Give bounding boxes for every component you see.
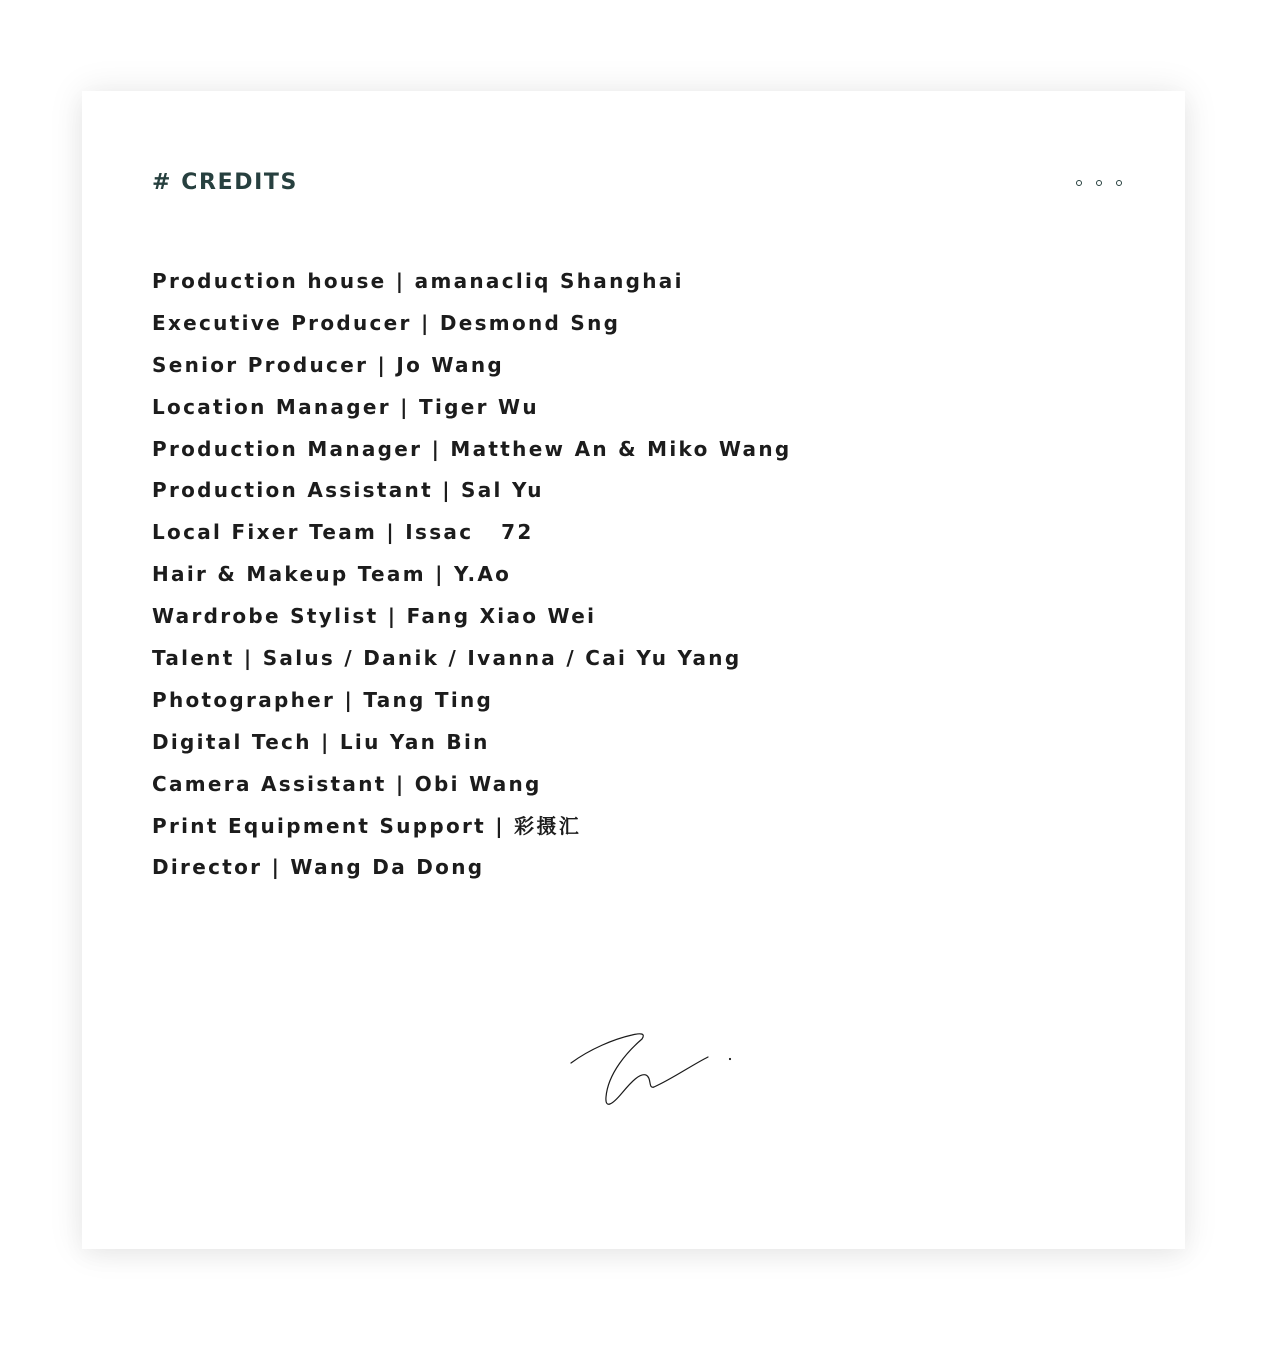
more-dot-icon	[1096, 180, 1102, 186]
signature-mark	[568, 1031, 738, 1111]
credit-line: Senior Producer | Jo Wang	[152, 352, 505, 377]
credit-line: Wardrobe Stylist | Fang Xiao Wei	[152, 604, 597, 629]
credit-line: Hair & Makeup Team | Y.Ao	[152, 562, 512, 587]
credit-line: Production Manager | Matthew An & Miko Wang	[152, 436, 792, 461]
credit-line: Digital Tech | Liu Yan Bin	[152, 729, 490, 754]
credit-line: Production house | amanacliq Shanghai	[152, 269, 684, 293]
credit-line: Print Equipment Support | 彩摄汇	[152, 813, 582, 838]
credit-line: Director | Wang Da Dong	[152, 855, 485, 880]
credit-line: Executive Producer | Desmond Sng	[152, 310, 621, 335]
more-menu-button[interactable]	[1076, 177, 1122, 189]
more-dot-icon	[1116, 180, 1122, 186]
credits-card	[82, 91, 1185, 1249]
credits-list	[152, 261, 792, 889]
credit-line: Local Fixer Team | Issac 72	[152, 520, 534, 545]
credit-line: Talent | Salus / Danik / Ivanna / Cai Yu Yang	[152, 646, 742, 671]
more-dot-icon	[1076, 180, 1082, 186]
credit-line: Camera Assistant | Obi Wang	[152, 771, 542, 796]
credit-line: Production Assistant | Sal Yu	[152, 478, 544, 503]
credit-line: Photographer | Tang Ting	[152, 687, 494, 712]
credit-line: Location Manager | Tiger Wu	[152, 394, 539, 419]
credits-title: # CREDITS	[152, 170, 298, 195]
